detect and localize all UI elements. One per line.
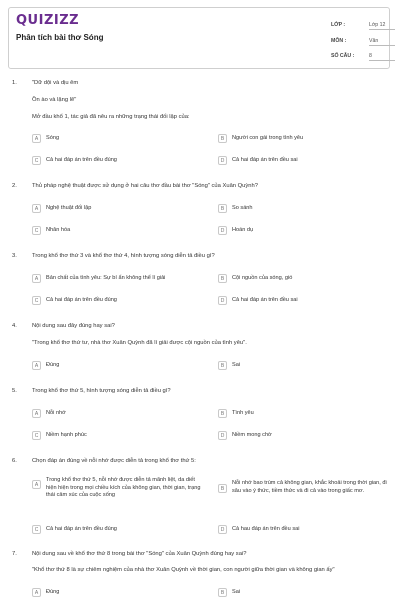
option-c[interactable] [32,157,202,165]
option-letter: A [32,204,41,213]
option-letter: D [218,156,227,165]
quizizz-logo: QUIZIZZ [16,13,80,28]
question-text: Thủ pháp nghệ thuật được sử dụng ở hai câu thơ đầu bài thơ "Sóng" của Xuân Quỳnh? [32,183,258,189]
class-value: Lớp 12 [369,22,395,30]
option-text: Cả hai đáp án trên đều đúng [46,297,117,303]
question-number: 7. [12,551,17,557]
option-letter: A [32,361,41,370]
option-text: Nghệ thuật đối lập [46,205,92,211]
option-letter: C [32,296,41,305]
option-letter: B [218,484,227,493]
question-number: 3. [12,253,17,259]
question-text: Trong khổ thơ thứ 3 và khổ thơ thứ 4, hình tượng sóng diễn tả điều gì? [32,253,215,259]
option-text: Nỗi nhớ [46,410,66,416]
option-b[interactable] [218,589,388,597]
option-c[interactable] [32,526,202,534]
option-text: Đúng [46,589,60,595]
option-letter: A [32,134,41,143]
option-letter: D [218,431,227,440]
option-text: Niềm mong chờ [232,432,272,438]
option-text: Bản chất của tình yêu: Sự bí ẩn không thể lí giải [46,275,166,281]
option-b[interactable] [218,362,388,370]
question-text: "Khổ thơ thứ 8 là sự chiêm nghiệm của nhà thơ Xuân Quỳnh về thời gian, con người giữa thời gian và không gian ấy" [32,567,335,573]
option-letter: B [218,588,227,597]
option-text: Cả hai đáp án trên đều đúng [46,157,117,163]
option-b[interactable] [218,135,388,143]
option-a[interactable] [32,135,202,143]
option-d[interactable] [218,157,388,165]
option-a[interactable] [32,477,202,500]
option-d[interactable] [218,526,388,534]
subject-row [331,38,395,46]
option-a[interactable] [32,410,202,418]
option-text: Trong khổ thơ thứ 5, nỗi nhớ được diễn tả mãnh liệt, da diết hiện hiện trong mọi chiều kích của không gian, thời gian, trạng thái cảm xúc của cuộc sống [46,477,201,498]
option-text: Đúng [46,362,60,368]
question-text: "Dữ dội và dịu êm [32,80,79,86]
option-letter: D [218,296,227,305]
question-text: "Trong khổ thơ thứ tư, nhà thơ Xuân Quỳnh đã lí giải được cội nguồn của tình yêu". [32,340,247,346]
option-letter: C [32,525,41,534]
option-a[interactable] [32,362,202,370]
question-number: 1. [12,80,17,86]
option-text: Người con gái trong tình yêu [232,135,304,141]
question-number: 4. [12,323,17,329]
option-b[interactable] [218,275,388,283]
option-text: Cả hai đáp án trên đều đúng [46,526,117,532]
option-letter: A [32,588,41,597]
option-text: Sai [232,362,241,368]
option-letter: D [218,525,227,534]
option-text: Cả hai đáp án trên đều sai [232,297,298,303]
option-d[interactable] [218,432,388,440]
option-text: Hoán dụ [232,227,254,233]
option-text: Nhân hóa [46,227,71,233]
option-text: So sánh [232,205,253,211]
option-letter: B [218,361,227,370]
option-letter: D [218,226,227,235]
option-text: Nỗi nhớ bao trùm cả không gian, khắc khoải trong thời gian, đi sâu vào ý thức, tiềm thức và đi cả vào trong giấc mơ. [232,480,387,494]
question-count-row [331,53,395,61]
question-count-label: SỐ CÂU : [331,53,355,59]
option-d[interactable] [218,297,388,305]
option-text: Sai [232,589,241,595]
option-b[interactable] [218,480,388,495]
option-c[interactable] [32,297,202,305]
subject-label: MÔN : [331,38,347,44]
option-a[interactable] [32,205,202,213]
option-a[interactable] [32,589,202,597]
question-count-value: 8 [369,53,395,61]
option-d[interactable] [218,227,388,235]
question-text: Ồn ào và lặng lẽ" [32,97,77,103]
option-letter: B [218,204,227,213]
page-title: Phân tích bài thơ Sóng [16,33,104,42]
option-letter: A [32,480,41,489]
option-text: Niềm hạnh phúc [46,432,87,438]
worksheet-header [8,7,390,69]
question-text: Nội dung sau về khổ thơ thứ 8 trong bài thơ "Sóng" của Xuân Quỳnh đúng hay sai? [32,551,247,557]
option-text: Cả hau đáp án trên đều sai [232,526,300,532]
option-letter: B [218,409,227,418]
option-letter: C [32,431,41,440]
question-number: 6. [12,458,17,464]
option-letter: B [218,134,227,143]
option-text: Cội nguồn của sóng, gió [232,275,293,281]
option-a[interactable] [32,275,202,283]
option-c[interactable] [32,432,202,440]
option-letter: C [32,226,41,235]
question-number: 5. [12,388,17,394]
subject-value: Văn [369,38,395,46]
option-text: Cả hai đáp án trên đều sai [232,157,298,163]
option-letter: B [218,274,227,283]
question-text: Nội dung sau đây đúng hay sai? [32,323,115,329]
question-text: Trong khổ thơ thứ 5, hình tượng sóng diễn tả điều gì? [32,388,171,394]
question-text: Mở đầu khổ 1, tác giả đã nêu ra những trạng thái đối lập của: [32,114,190,120]
option-letter: A [32,274,41,283]
class-row [331,22,395,30]
option-b[interactable] [218,205,388,213]
option-text: Tình yêu [232,410,254,416]
question-text: Chọn đáp án đúng về nỗi nhớ được diễn tả trong khổ thơ thứ 5: [32,458,196,464]
option-text: Sóng [46,135,60,141]
option-letter: C [32,156,41,165]
option-c[interactable] [32,227,202,235]
option-b[interactable] [218,410,388,418]
class-label: LỚP : [331,22,346,28]
question-number: 2. [12,183,17,189]
option-letter: A [32,409,41,418]
